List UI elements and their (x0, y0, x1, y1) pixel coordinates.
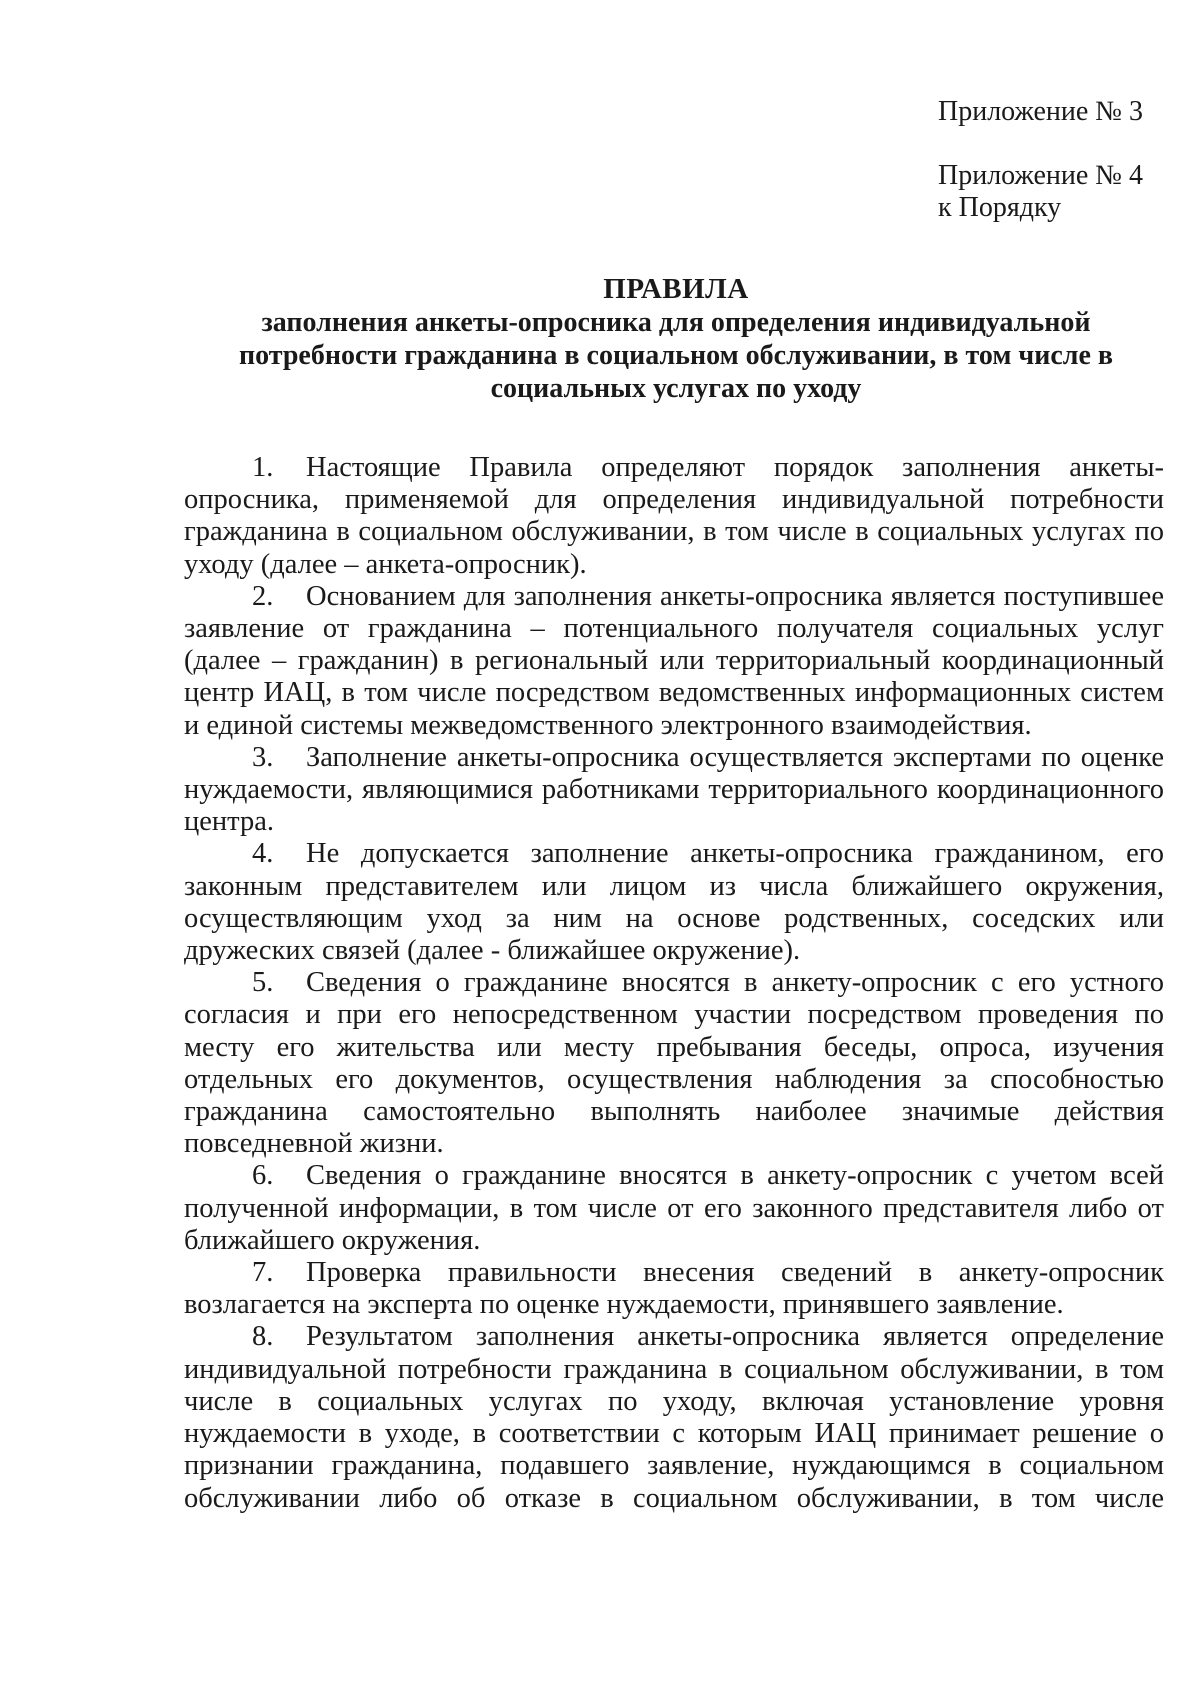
annex-number-label-secondary: Приложение № 4 (938, 160, 1143, 191)
paragraph-text: Проверка правильности внесения сведений в анкету-опросник возлагается на эксперта по оценке нуждаемости, принявшего заявление. (184, 1257, 1164, 1321)
document-body (184, 452, 1164, 1515)
paragraph-number: 4. (252, 838, 274, 870)
paragraph-6 (184, 1160, 1164, 1257)
paragraph-text: Сведения о гражданине вносятся в анкету-опросник с его устного согласия и при его непосредственном участии посредством проведения по месту его жительства или месту пребывания беседы, опроса, изучения отдельных его документов, осуществления наблюдения за способностью гражданина самостоятельно выполнять наиболее значимые действия повседневной жизни. (184, 967, 1164, 1160)
document-subtitle: заполнения анкеты-опросника для определения индивидуальной потребности гражданина в социальном обслуживании, в том числе в социальных услугах по уходу (238, 307, 1114, 404)
paragraph-number: 6. (252, 1160, 274, 1192)
paragraph-number: 8. (252, 1321, 274, 1353)
annex-order-reference: к Порядку (938, 192, 1062, 223)
paragraph-text: Настоящие Правила определяют порядок заполнения анкеты-опросника, применяемой для определения индивидуальной потребности гражданина в социальном обслуживании, в том числе в социальных услугах по уходу (далее – анкета-опросник). (184, 452, 1164, 580)
paragraph-1 (184, 452, 1164, 581)
paragraph-5 (184, 967, 1164, 1160)
paragraph-8 (184, 1321, 1164, 1514)
paragraph-number: 1. (252, 452, 274, 483)
paragraph-text: Основанием для заполнения анкеты-опросника является поступившее заявление от гражданина – потенциального получателя социальных услуг (далее – гражданин) в региональный или территориальный координационный центр ИАЦ, в том числе посредством ведомственных информационных систем и единой системы межведомственного электронного взаимодействия. (184, 580, 1164, 741)
annex-reference (938, 160, 1143, 224)
document-title: ПРАВИЛА (603, 273, 749, 305)
paragraph-text: Заполнение анкеты-опросника осуществляется экспертами по оценке нуждаемости, являющимися работниками территориального координационного центра. (184, 741, 1164, 838)
paragraph-number: 3. (252, 741, 274, 773)
paragraph-text: Не допускается заполнение анкеты-опросника гражданином, его законным представителем или лицом из числа ближайшего окружения, осуществляющим уход за ним на основе родственных, соседских или дружеских связей (далее - ближайшее окружение). (184, 838, 1164, 967)
document-heading (188, 272, 1164, 405)
paragraph-3 (184, 742, 1164, 839)
paragraph-number: 2. (252, 580, 274, 612)
paragraph-text: Сведения о гражданине вносятся в анкету-опросник с учетом всей полученной информации, в том числе от его законного представителя либо от ближайшего окружения. (184, 1160, 1164, 1256)
paragraph-4 (184, 838, 1164, 967)
paragraph-7 (184, 1257, 1164, 1321)
paragraph-number: 7. (252, 1257, 274, 1289)
paragraph-text: Результатом заполнения анкеты-опросника является определение индивидуальной потребности гражданина в социальном обслуживании, в том числе в социальных услугах по уходу, включая установление уровня нуждаемости в уходе, в соответствии с которым ИАЦ принимает решение о признании гражданина, подавшего заявление, нуждающимся в социальном обслуживании либо об отказе в социальном обслуживании, в том числе (184, 1321, 1164, 1514)
paragraph-number: 5. (252, 967, 274, 999)
paragraph-2 (184, 581, 1164, 742)
annex-number-label: Приложение № 3 (938, 96, 1143, 127)
